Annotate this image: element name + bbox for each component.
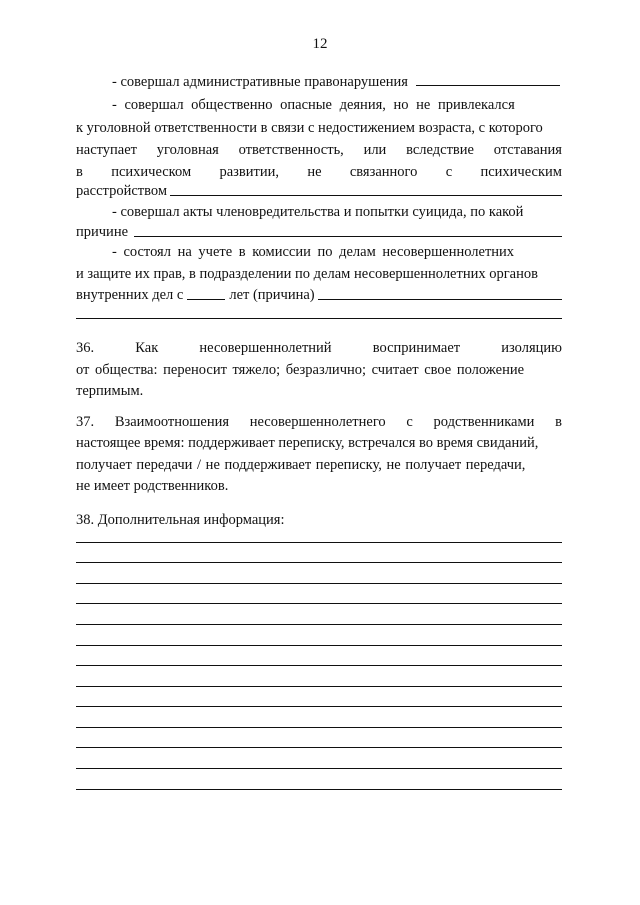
registered-reason-field[interactable] (318, 286, 562, 300)
additional-info-line[interactable] (76, 624, 562, 625)
q36-line1: 36. Как несовершеннолетний воспринимает изоляцию (76, 340, 562, 356)
admin-offences-field[interactable] (416, 72, 560, 86)
additional-info-line[interactable] (76, 768, 562, 769)
item-registered-line1: - состоял на учете в комиссии по делам несовершеннолетних (112, 244, 515, 260)
additional-info-line[interactable] (76, 747, 562, 748)
q36-line3: терпимым. (76, 383, 144, 399)
item-registered-line3: внутренних дел с лет (причина) (76, 286, 562, 304)
q38-label: 38. Дополнительная информация: (76, 512, 285, 528)
item-admin-offences: - совершал административные правонарушения (76, 72, 562, 90)
dangerous-acts-field[interactable] (170, 182, 562, 196)
self-harm-reason-field[interactable] (134, 223, 562, 237)
page-number: 12 (312, 36, 328, 52)
item-self-harm-line2: причине (76, 223, 562, 241)
item-dangerous-acts-line4: в психическом развитии, не связанного с психическим (76, 164, 562, 180)
additional-info-line[interactable] (76, 542, 562, 543)
item-self-harm-line1: - совершал акты членовредительства и попытки суицида, по какой (112, 204, 524, 220)
q37-line2: настоящее время: поддерживает переписку, встречался во время свиданий, (76, 435, 539, 451)
additional-info-line[interactable] (76, 727, 562, 728)
item-dangerous-acts-line3: наступает уголовная ответственность, или вследствие отставания (76, 142, 562, 158)
additional-info-line[interactable] (76, 789, 562, 790)
additional-info-line[interactable] (76, 645, 562, 646)
additional-info-line[interactable] (76, 665, 562, 666)
additional-info-line[interactable] (76, 686, 562, 687)
q36-line2: от общества: переносит тяжело; безразлично; считает свое положение (76, 362, 525, 378)
item-dangerous-acts-line2: к уголовной ответственности в связи с недостижением возраста, с которого (76, 120, 543, 136)
q37-line1: 37. Взаимоотношения несовершеннолетнего с родственниками в (76, 414, 562, 430)
q37-line4: не имеет родственников. (76, 478, 229, 494)
additional-info-line[interactable] (76, 562, 562, 563)
q37-line3: получает передачи / не поддерживает переписку, не получает передачи, (76, 457, 526, 473)
registered-since-age-field[interactable] (187, 286, 225, 300)
additional-info-line[interactable] (76, 583, 562, 584)
registered-reason-extra-line[interactable] (76, 318, 562, 319)
item-registered-line2: и защите их прав, в подразделении по делам несовершеннолетних органов (76, 266, 538, 282)
additional-info-line[interactable] (76, 706, 562, 707)
additional-info-line[interactable] (76, 603, 562, 604)
item-dangerous-acts-line1: - совершал общественно опасные деяния, но не привлекался (112, 97, 515, 113)
item-dangerous-acts-line5: расстройством (76, 182, 562, 200)
